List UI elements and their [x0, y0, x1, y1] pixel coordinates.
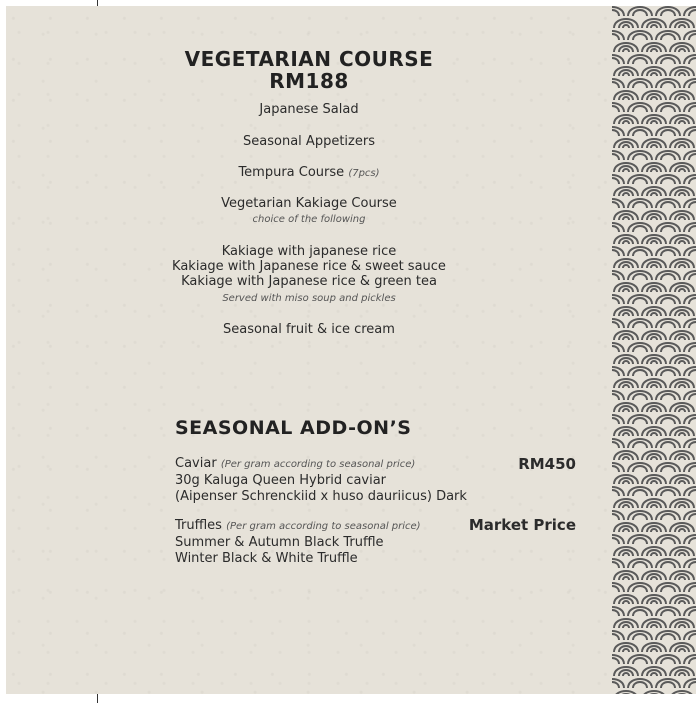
tempura-note: (7pcs)	[348, 168, 380, 179]
menu-item-kakiage: Vegetarian Kakiage Course	[221, 196, 397, 211]
truffles-price: Market Price	[468, 516, 576, 534]
truffles-line: Winter Black & White Truffle	[175, 551, 358, 566]
kakiage-note: choice of the following	[252, 214, 366, 225]
menu-item-dessert: Seasonal fruit & ice cream	[223, 322, 395, 337]
menu-item-salad: Japanese Salad	[259, 102, 359, 117]
choice-item: Kakiage with Japanese rice & sweet sauce	[172, 259, 446, 274]
choice-item: Kakiage with japanese rice	[221, 244, 397, 259]
menu-item-tempura	[6, 165, 612, 180]
tempura-label: Tempura Course	[238, 165, 345, 180]
addons-title: SEASONAL ADD-ON’S	[175, 417, 412, 439]
course-price: RM188	[269, 69, 349, 93]
caviar-line: (Aipenser Schrenckiid x huso dauriicus) Dark	[175, 489, 467, 504]
kakiage-choices	[6, 244, 612, 289]
course-title: VEGETARIAN COURSE	[184, 47, 434, 71]
truffles-line: Summer & Autumn Black Truffle	[175, 535, 384, 550]
addon-caviar	[175, 456, 575, 505]
menu-item-appetizers: Seasonal Appetizers	[243, 134, 375, 149]
caviar-note: (Per gram according to seasonal price)	[220, 459, 416, 470]
caviar-price: RM450	[518, 455, 576, 473]
choice-item: Kakiage with Japanese rice & green tea	[181, 274, 437, 289]
caviar-name: Caviar	[175, 456, 217, 471]
served-note: Served with miso soup and pickles	[222, 293, 396, 304]
caviar-line: 30g Kaluga Queen Hybrid caviar	[175, 473, 387, 488]
truffles-name: Truffles	[175, 518, 222, 533]
wave-swirl-pattern-icon	[612, 6, 696, 694]
truffles-note: (Per gram according to seasonal price)	[226, 521, 421, 532]
